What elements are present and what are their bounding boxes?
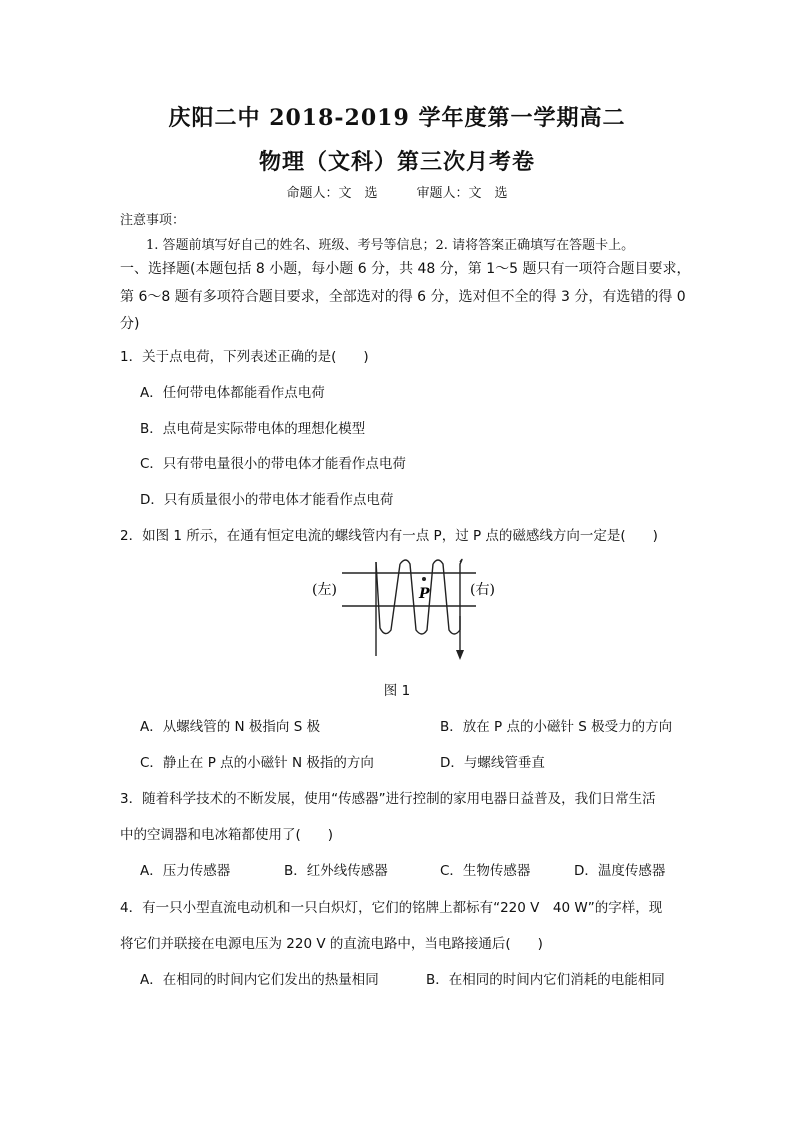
section-instructions-line3: 分) [120, 316, 140, 332]
question-2-option-c: C．静止在 P 点的小磁针 N 极指的方向 [140, 755, 374, 771]
section-instructions-line1: 一、选择题(本题包括 8 小题，每小题 6 分，共 48 分，第 1～5 题只有一项符合题目要求， [120, 261, 691, 277]
question-3-option-a: A．压力传感器 [140, 863, 231, 879]
question-1-option-d: D．只有质量很小的带电体才能看作点电荷 [140, 492, 394, 508]
notes-line: 1. 答题前填写好自己的姓名、班级、考号等信息；2. 请将答案正确填写在答题卡上。 [146, 238, 635, 253]
question-4-option-b: B．在相同的时间内它们消耗的电能相同 [426, 972, 665, 988]
question-4-option-a: A．在相同的时间内它们发出的热量相同 [140, 972, 379, 988]
question-2-option-b: B．放在 P 点的小磁针 S 极受力的方向 [440, 719, 673, 735]
question-1-option-a: A．任何带电体都能看作点电荷 [140, 385, 325, 401]
question-2-option-d: D．与螺线管垂直 [440, 755, 545, 771]
section-instructions-line2: 第 6～8 题有多项符合题目要求，全部选对的得 6 分，选对但不全的得 3 分，有选错的得 0 [120, 289, 686, 305]
exam-title-line1: 庆阳二中 2018-2019 学年度第一学期高二 [168, 105, 626, 131]
exam-authors: 命题人：文 选 审题人：文 选 [286, 186, 508, 201]
exam-title-line2: 物理（文科）第三次月考卷 [258, 149, 535, 175]
question-1-stem: 1．关于点电荷，下列表述正确的是( ) [120, 349, 369, 365]
notes-heading: 注意事项： [120, 213, 186, 228]
question-1-option-b: B．点电荷是实际带电体的理想化模型 [140, 421, 366, 437]
question-3-option-c: C．生物传感器 [440, 863, 531, 879]
question-4-stem-line2: 将它们并联接在电源电压为 220 V 的直流电路中，当电路接通后( ) [120, 936, 543, 952]
question-3-stem-line2: 中的空调器和电冰箱都使用了( ) [120, 827, 334, 843]
left-label: (左) [312, 582, 337, 598]
question-4-stem-line1: 4．有一只小型直流电动机和一只白炽灯，它们的铭牌上都标有“220 V 40 W”的字样，现 [120, 900, 663, 916]
question-2-option-a: A．从螺线管的 N 极指向 S 极 [140, 719, 321, 735]
question-2-stem: 2．如图 1 所示，在通有恒定电流的螺线管内有一点 P，过 P 点的磁感线方向一定是( ) [120, 528, 658, 544]
question-3-option-b: B．红外线传感器 [284, 863, 388, 879]
solenoid-figure [306, 556, 506, 664]
figure-caption: 图 1 [383, 683, 411, 699]
right-label: (右) [470, 582, 495, 598]
question-3-option-d: D．温度传感器 [574, 863, 666, 879]
point-p-label: P [419, 586, 430, 602]
question-1-option-c: C．只有带电量很小的带电体才能看作点电荷 [140, 456, 406, 472]
question-3-stem-line1: 3．随着科学技术的不断发展，使用“传感器”进行控制的家用电器日益普及，我们日常生活 [120, 791, 656, 807]
